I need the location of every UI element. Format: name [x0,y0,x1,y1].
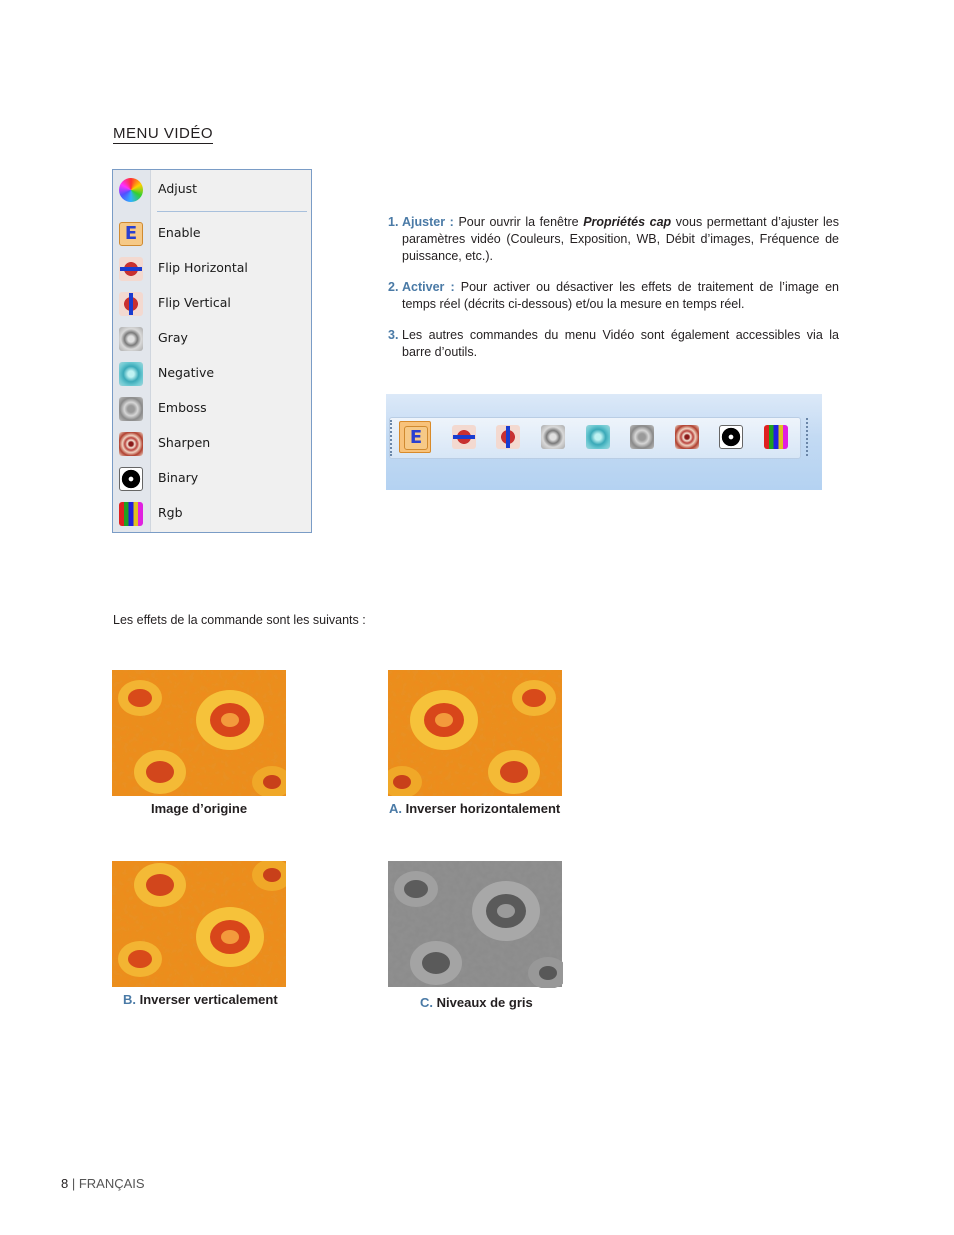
flip-horizontal-icon [119,257,143,281]
enable-icon: E [404,426,428,450]
toolbar-flip-vertical-button[interactable] [492,421,524,453]
caption-flip-horizontal [389,801,560,816]
menu-item-label: Enable [158,225,201,240]
item-number: 1. [388,215,399,229]
menu-item-enable[interactable] [113,219,311,249]
caption-letter: B. [123,992,136,1007]
list-item [388,214,839,265]
menu-item-label: Negative [158,365,215,380]
page-footer [61,1176,145,1191]
toolbar-grip-handle-2[interactable] [806,418,810,456]
negative-icon [586,425,610,449]
caption-text: Image d’origine [151,801,248,816]
flipped-vertical-image [112,861,286,987]
footer-separator: | [68,1176,79,1191]
list-item [388,279,839,313]
caption-original [151,801,247,816]
toolbar-enable-button[interactable] [399,421,431,453]
instruction-list [388,214,839,375]
menu-item-label: Adjust [158,181,198,196]
negative-icon [119,362,143,386]
menu-item-negative[interactable] [113,359,311,389]
item-keyword: Ajuster : [402,215,454,229]
menu-item-rgb[interactable] [113,499,311,529]
menu-separator [157,211,307,212]
item-text: Pour ouvrir la fenêtre [453,215,584,229]
menu-item-label: Flip Horizontal [158,260,248,275]
emboss-icon [630,425,654,449]
caption-text: Niveaux de gris [436,995,533,1010]
flipped-horizontal-image [388,670,562,796]
caption-grayscale [420,995,533,1010]
toolbar-flip-horizontal-button[interactable] [448,421,480,453]
item-text-after: vous permettant d’ajuster les paramètres vidéo (Couleurs, Exposition, WB, Débit d’images, Fréquence de puissance, etc.). [402,215,840,263]
flip-vertical-icon [119,292,143,316]
menu-item-adjust[interactable] [113,175,311,205]
enable-icon: E [119,222,143,246]
menu-item-label: Gray [158,330,188,345]
caption-text: Inverser verticalement [139,992,278,1007]
binary-icon [719,425,743,449]
menu-item-label: Rgb [158,505,183,520]
item-text: Pour activer ou désactiver les effets de traitement de l’image en temps réel (décrits ci-dessous) et/ou la mesure en temps réel. [402,280,839,311]
toolbar-rgb-button[interactable] [760,421,792,453]
item-text: Les autres commandes du menu Vidéo sont également accessibles via la barre d’outils. [402,328,839,359]
menu-item-flip-horizontal[interactable] [113,254,311,284]
effects-intro: Les effets de la commande sont les suivants : [113,613,366,627]
original-image [112,670,286,796]
toolbar-grip-handle[interactable] [390,420,394,456]
toolbar-emboss-button[interactable] [626,421,658,453]
toolbar-sharpen-button[interactable] [671,421,703,453]
menu-item-label: Emboss [158,400,207,415]
toolbar-negative-button[interactable] [582,421,614,453]
toolbar-binary-button[interactable] [715,421,747,453]
caption-flip-vertical [123,992,278,1007]
emboss-icon [119,397,143,421]
caption-text: Inverser horizontalement [405,801,561,816]
caption-letter: A. [389,801,402,816]
menu-item-label: Flip Vertical [158,295,231,310]
video-menu [112,169,312,533]
footer-language: FRANÇAIS [78,1176,145,1191]
menu-item-flip-vertical[interactable] [113,289,311,319]
flip-vertical-icon [496,425,520,449]
flip-horizontal-icon [452,425,476,449]
section-title: MENU VIDÉO [113,125,214,142]
caption-letter: C. [420,995,433,1010]
sharpen-icon [675,425,699,449]
adjust-icon [119,178,143,202]
menu-item-emboss[interactable] [113,394,311,424]
item-number: 2. [388,280,399,294]
menu-item-sharpen[interactable] [113,429,311,459]
menu-item-binary[interactable] [113,464,311,494]
item-number: 3. [388,328,399,342]
gray-icon [119,327,143,351]
binary-icon [119,467,143,491]
grayscale-image [388,861,563,988]
gray-icon [541,425,565,449]
item-emphasis: Propriétés cap [583,215,672,229]
sharpen-icon [119,432,143,456]
list-item [388,327,839,361]
toolbar-gray-button[interactable] [537,421,569,453]
item-keyword: Activer : [402,280,455,294]
rgb-icon [764,425,788,449]
menu-item-gray[interactable] [113,324,311,354]
video-toolbar [386,394,822,490]
rgb-icon [119,502,143,526]
menu-item-label: Sharpen [158,435,211,450]
page-number: 8 [61,1176,69,1191]
menu-item-label: Binary [158,470,199,485]
